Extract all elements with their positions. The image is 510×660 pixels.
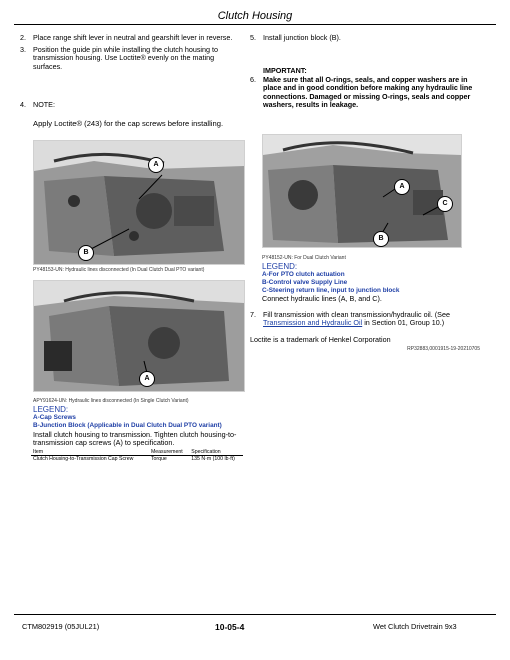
callout-a: A — [148, 157, 164, 173]
clutch-housing-photo-dual — [33, 140, 245, 265]
transmission-oil-link[interactable]: Transmission and Hydraulic Oil — [263, 318, 363, 328]
note-text: Apply Loctite® (243) for the cap screws before installing. — [33, 119, 224, 128]
spec-table — [31, 449, 243, 462]
spec-table-row — [31, 456, 243, 463]
document-id: CTM802919 (05JUL21) — [22, 622, 100, 631]
callout-a: A — [139, 371, 155, 387]
callout-b: B — [373, 231, 389, 247]
spec-cell: 135 N·m (100 lb·ft) — [191, 456, 235, 462]
callout-a: A — [394, 179, 410, 195]
callout-c: C — [437, 196, 453, 212]
junction-block-photo — [262, 134, 462, 248]
header-rule — [14, 24, 496, 25]
install-text: Install clutch housing to transmission. Tighten clutch housing-to-transmission cap screws (A) to specification. — [33, 430, 237, 448]
clutch-housing-photo-single — [33, 280, 245, 392]
figure-2-caption: APY91624-UN: Hydraulic lines disconnected (In Single Clutch Variant) — [33, 398, 189, 404]
figure-3-caption: PY48152-UN: For Dual Clutch Variant — [262, 255, 346, 261]
footer-rule — [14, 614, 496, 615]
spec-header-cell: Measurement — [149, 449, 189, 456]
legend-title: LEGEND: — [262, 262, 298, 271]
page-number: 10-05-4 — [215, 622, 245, 632]
important-label: IMPORTANT: — [263, 66, 307, 75]
connect-text: Connect hydraulic lines (A, B, and C). — [262, 294, 382, 303]
section-title: Clutch Housing — [217, 10, 293, 22]
legend-item: B-Junction Block (Applicable in Dual Clutch Dual PTO variant) — [33, 422, 222, 429]
legend-item: A-Cap Screws — [33, 414, 76, 421]
footer-title: Wet Clutch Drivetrain 9x3 — [373, 622, 457, 631]
spec-header-cell: Item — [31, 449, 149, 456]
spec-header-cell: Specification — [189, 449, 243, 456]
reference-code: RP32883,0001915-19-20210705 — [407, 346, 480, 352]
spec-cell: Clutch Housing-to-Transmission Cap Screw — [33, 456, 134, 462]
figure-1-caption: PY48153-UN: Hydraulic lines disconnected (In Dual Clutch Dual PTO variant) — [33, 267, 205, 273]
legend-item: B-Control valve Supply Line — [262, 279, 348, 286]
spec-cell: Torque — [150, 456, 167, 462]
trademark-note: Loctite is a trademark of Henkel Corporation — [250, 335, 391, 344]
legend-item: A-For PTO clutch actuation — [262, 271, 345, 278]
callout-b: B — [78, 245, 94, 261]
legend-item: C-Steering return line, input to junction block — [262, 287, 400, 294]
legend-title: LEGEND: — [33, 405, 69, 414]
